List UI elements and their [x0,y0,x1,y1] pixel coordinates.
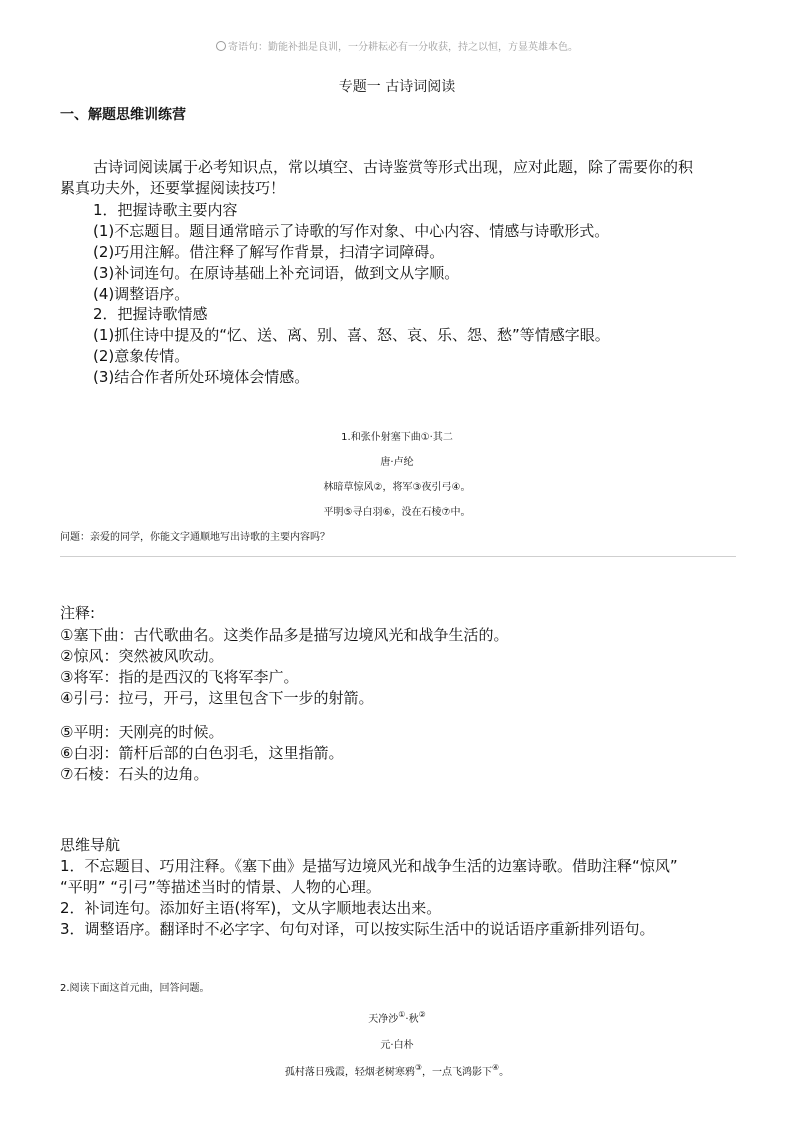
footnote-marker: ② [418,1010,426,1019]
poem2-line [0,1063,794,1078]
intro-line-2: 累真功夫外，还要掌握阅读技巧！ [60,179,286,197]
intro-item: 1．把握诗歌主要内容 [93,201,238,219]
header-motto-text: 寄语句：勤能补拙是良训，一分耕耘必有一分收获，持之以恒，方显英雄本色。 [228,42,578,53]
guide-line: 2．补词连句。添加好主语(将军)，文从字顺地表达出来。 [60,899,442,917]
intro-item: (3)结合作者所处环境体会情感。 [93,368,310,386]
intro-item: (1)不忘题目。题目通常暗示了诗歌的写作对象、中心内容、情感与诗歌形式。 [93,222,610,240]
intro-item: (3)补词连句。在原诗基础上补充词语，做到文从字顺。 [93,264,460,282]
note-item: ②惊风：突然被风吹动。 [60,647,224,665]
intro-item: 2．把握诗歌情感 [93,305,208,323]
intro-line-1: 古诗词阅读属于必考知识点，常以填空、古诗鉴赏等形式出现，应对此题，除了需要你的积 [93,158,694,176]
divider [60,556,736,557]
poem2-prompt: 2.阅读下面这首元曲，回答问题。 [60,983,210,994]
poem2-author: 元·白朴 [380,1040,414,1051]
footnote-marker: ④ [492,1063,500,1072]
footnote-marker: ① [398,1010,406,1019]
section-heading: 一、解题思维训练营 [60,107,186,123]
header-motto [0,38,794,53]
intro-item: (4)调整语序。 [93,285,190,303]
poem2-line-part: 。 [499,1067,510,1078]
poem2-line-part: ，一点飞鸿影下 [422,1067,492,1078]
poem2-line-part: 孤村落日残霞，轻烟老树寒鸦 [284,1067,415,1078]
intro-item: (1)抓住诗中提及的“忆、送、离、别、喜、怒、哀、乐、怨、愁”等情感字眼。 [93,326,610,344]
note-item: ④引弓：拉弓，开弓，这里包含下一步的射箭。 [60,689,374,707]
poem1-title: 1.和张仆射塞下曲①·其二 [341,432,453,443]
poem2-title [0,1010,794,1025]
guide-line: “平明” “引弓”等描述当时的情景、人物的心理。 [60,878,381,896]
intro-item: (2)意象传情。 [93,347,190,365]
poem1-line-2: 平明⑤寻白羽⑥，没在石棱⑦中。 [323,507,471,518]
note-item: ③将军：指的是西汉的飞将军李广。 [60,668,299,686]
guide-line: 1．不忘题目、巧用注释。《塞下曲》是描写边境风光和战争生活的边塞诗歌。借助注释“惊风” [60,857,678,875]
note-item: ⑤平明：天刚亮的时候。 [60,723,224,741]
poem1-line-1: 林暗草惊风②，将军③夜引弓④。 [323,482,471,493]
poem2-title-main: 天净沙 [368,1014,399,1025]
notes-heading: 注释: [60,604,96,622]
smile-icon [216,41,226,51]
note-item: ⑦石棱：石头的边角。 [60,765,209,783]
poem2-title-sub: ·秋 [405,1014,419,1025]
intro-item: (2)巧用注解。借注释了解写作背景，扫清字词障碍。 [93,243,445,261]
page-title: 专题一 古诗词阅读 [338,79,456,95]
guide-line: 3．调整语序。翻译时不必字字、句句对译，可以按实际生活中的说话语序重新排列语句。 [60,920,655,938]
poem1-question: 问题：亲爱的同学，你能文字通顺地写出诗歌的主要内容吗？ [60,532,330,543]
note-item: ①塞下曲：古代歌曲名。这类作品多是描写边境风光和战争生活的。 [60,626,509,644]
note-item: ⑥白羽：箭杆后部的白色羽毛，这里指箭。 [60,744,344,762]
poem1-author: 唐·卢纶 [380,457,414,468]
footnote-marker: ③ [414,1063,422,1072]
guide-heading: 思维导航 [60,836,121,854]
